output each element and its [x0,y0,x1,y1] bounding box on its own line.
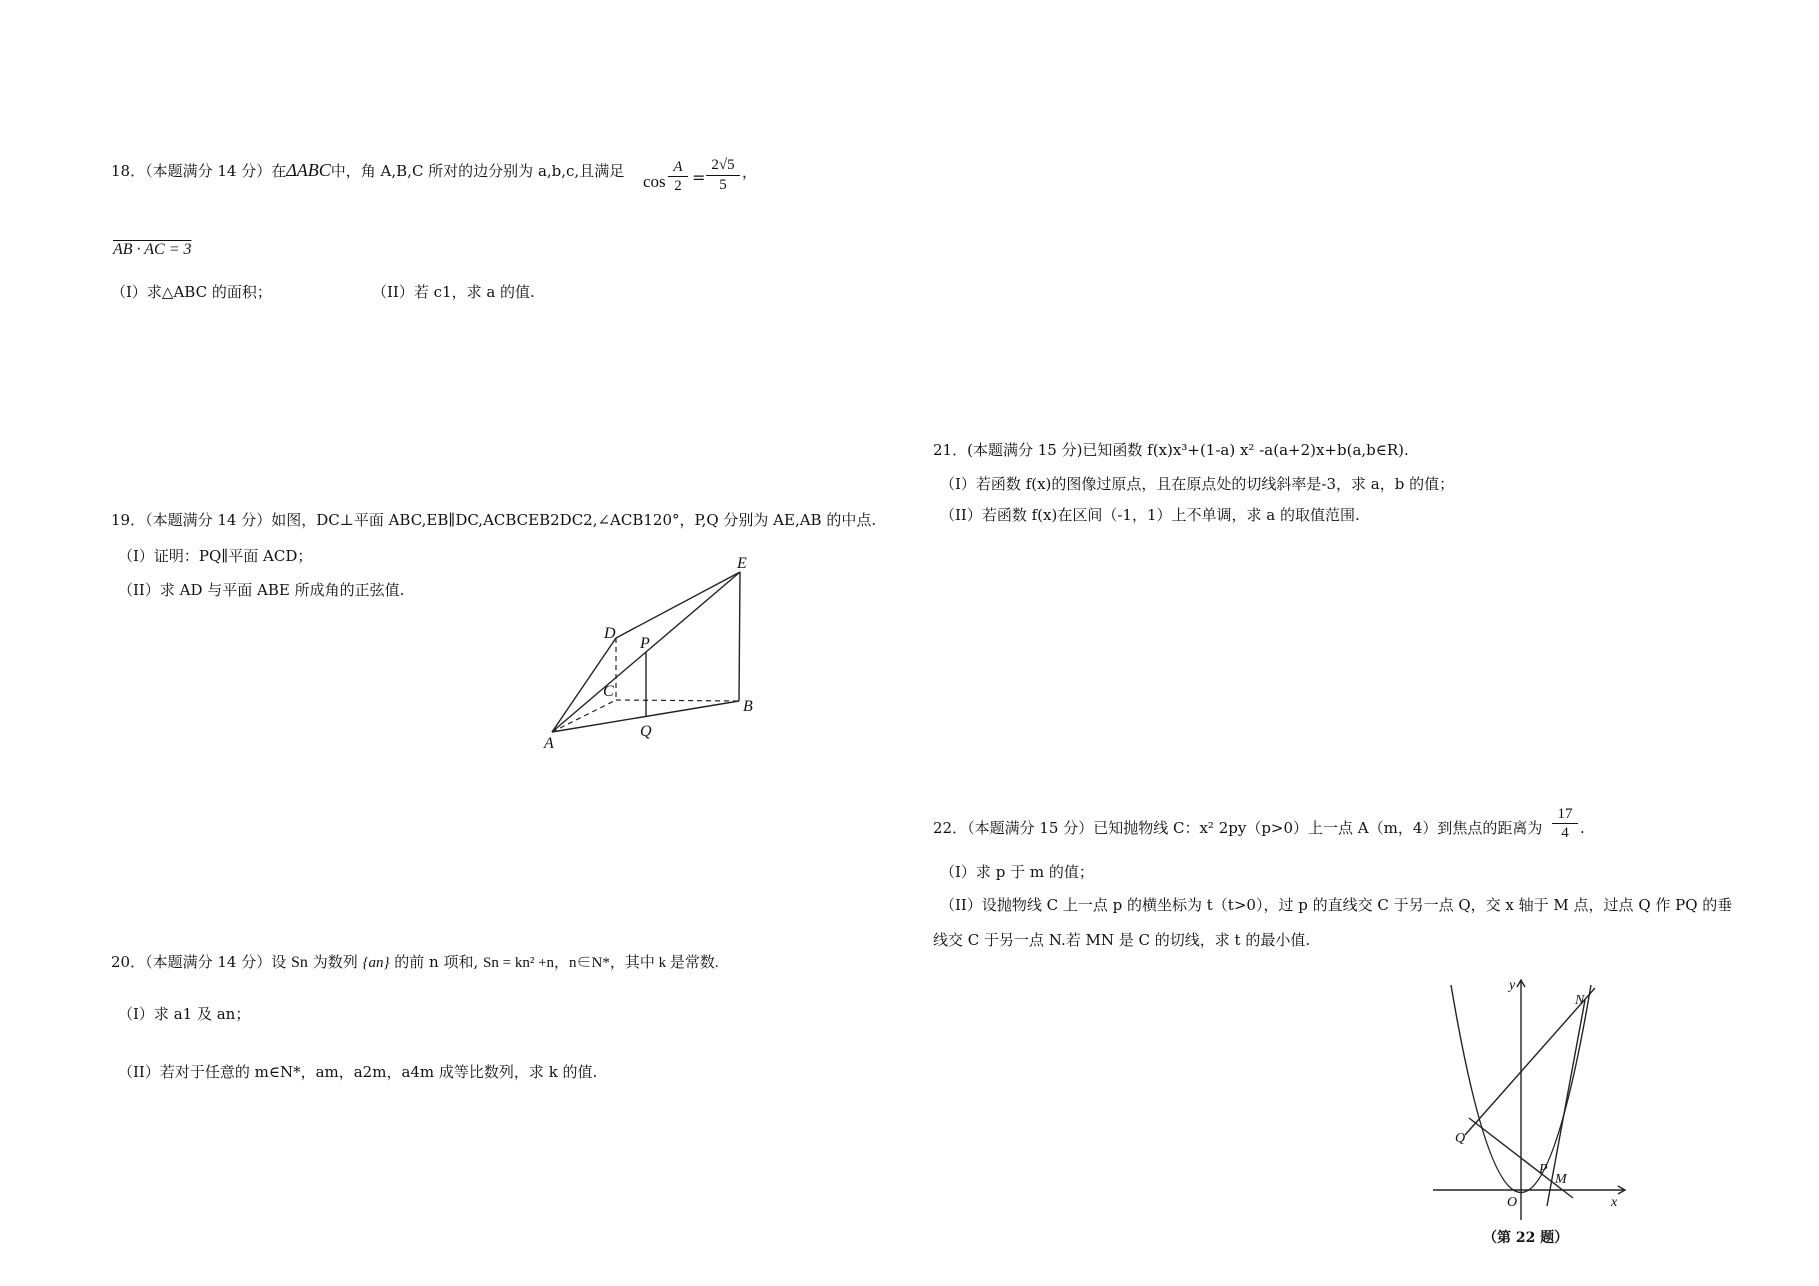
q18-comma: ， [742,163,758,181]
q20-stem [111,952,719,973]
q18-fraction-a [668,158,688,195]
q22-frac-num: 17 [1557,806,1573,822]
q18-frac-b-den: 5 [706,175,740,194]
q19-figure [540,550,760,755]
q20-formula: Sn = kn² +n，n∈N*，其中 k 是常数. [483,955,719,971]
q18-stem [111,160,624,181]
q19-stem: 19．（本题满分 14 分）如图，DC⊥平面 ABC,EB∥DC,ACBCEB2DC2,∠ACB120°，P,Q 分别为 AE,AB 的中点. [111,511,877,529]
q20-seq-word: 为数列 [312,953,358,971]
q21-stem: 21．(本题满分 15 分)已知函数 f(x)x³+(1-a) x² -a(a+2)x+b(a,b∈R). [933,441,1409,459]
q20-part-2: （II）若对于任意的 m∈N*，am，a2m，a4m 成等比数列，求 k 的值. [118,1063,598,1081]
edge-de [616,572,740,638]
label-p: P [1539,1162,1548,1177]
q18-part-2: （II）若 c1，求 a 的值. [372,283,535,301]
label-c: C [603,683,614,700]
q18-frac-b-num: 2√5 [711,157,735,173]
q18-fraction-b [706,156,740,194]
label-o: O [1507,1195,1518,1210]
label-m: M [1555,1172,1567,1187]
q19-part-2: （II）求 AD 与平面 ABE 所成角的正弦值. [118,581,405,599]
label-a: A [544,735,554,752]
q18-part-1: （I）求△ABC 的面积； [111,283,272,301]
label-x: x [1611,1195,1618,1210]
q18-intro: 18．（本题满分 14 分）在 [111,162,287,180]
q22-figure [1425,970,1630,1250]
line-qn [1465,988,1595,1135]
q20-intro: 20．（本题满分 14 分）设 [111,953,287,971]
edge-eb [739,572,740,701]
q22-part-2-line-1: （II）设抛物线 C 上一点 p 的横坐标为 t（t>0），过 p 的直线交 C 于另一点 Q，交 x 轴于 M 点，过点 Q 作 PQ 的垂 [940,896,1733,914]
label-b: B [743,698,753,715]
q22-fraction [1552,805,1578,842]
label-p: P [640,635,650,652]
q22-caption: （第 22 题） [1483,1230,1569,1246]
label-q: Q [640,723,652,740]
q22-part-2-line-2: 线交 C 于另一点 N.若 MN 是 C 的切线，求 t 的最小值. [933,931,1311,949]
q18-cos: cos [643,172,666,191]
q18-condition: 中，角 A,B,C 所对的边分别为 a,b,c,且满足 [330,162,625,180]
q21-part-1: （I）若函数 f(x)的图像过原点，且在原点处的切线斜率是-3，求 a，b 的值； [940,475,1455,493]
q18-equals: = [692,168,706,187]
q18-triangle: ΔABC [286,160,331,180]
edge-cb-hidden [616,700,739,701]
q22-period: . [1580,819,1585,837]
q20-sum-desc: 的前 n 项和, [394,953,479,971]
label-n: N [1575,993,1585,1008]
label-y: y [1509,978,1516,993]
q20-an: {an} [362,955,390,971]
q22-frac-den: 4 [1552,823,1578,842]
q18-dot-product: AB · AC = 3 [113,241,192,258]
q22-stem: 22．（本题满分 15 分）已知抛物线 C：x² 2py（p>0）上一点 A（m，4）到焦点的距离为 [933,819,1543,837]
label-e: E [737,555,747,572]
q19-part-1: （I）证明：PQ∥平面 ACD； [118,547,313,565]
q22-part-1: （I）求 p 于 m 的值； [940,863,1094,881]
q21-part-2: （II）若函数 f(x)在区间（-1，1）上不单调，求 a 的取值范围. [940,506,1360,524]
label-q: Q [1455,1131,1466,1146]
q18-frac-a-den: 2 [668,176,688,195]
label-d: D [604,625,616,642]
q20-part-1: （I）求 a1 及 an； [118,1005,251,1023]
q20-sn: Sn [291,954,308,971]
q18-frac-a-num: A [673,159,683,175]
